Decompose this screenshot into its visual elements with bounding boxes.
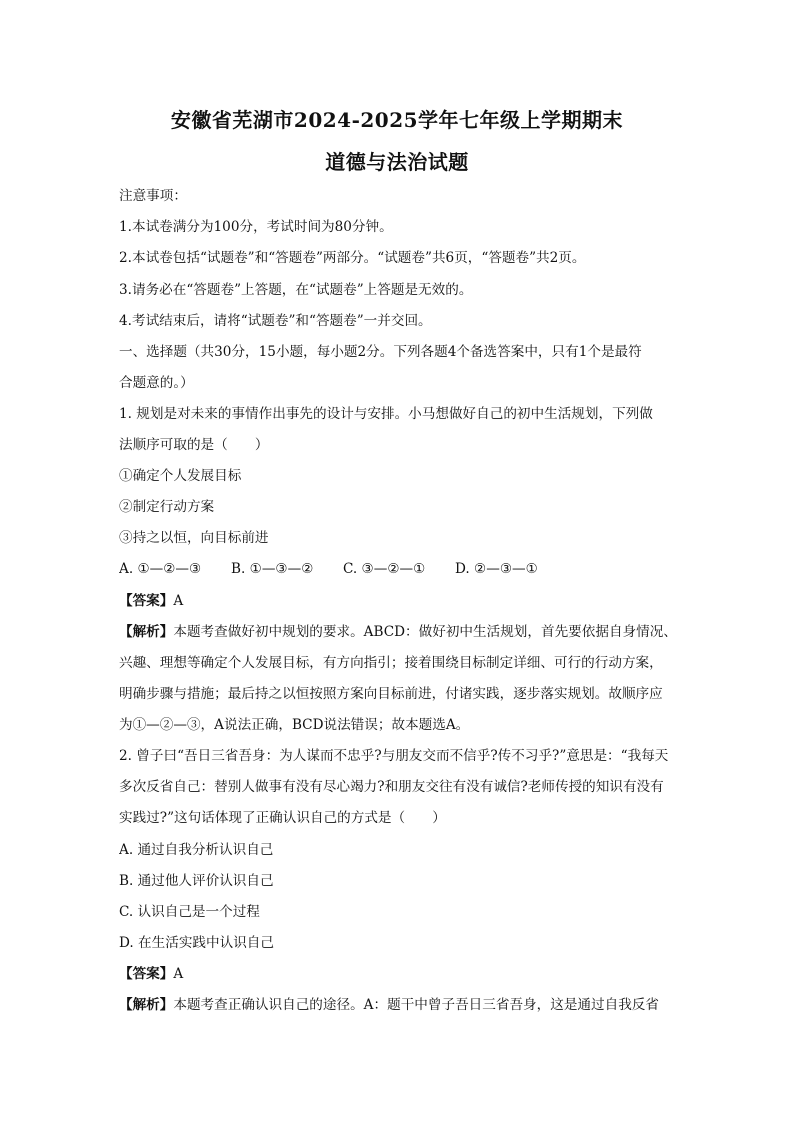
section-heading: 一、选择题（共30分，15小题，每小题2分。下列各题4个备选答案中，只有1个是最符 [119, 344, 642, 360]
notice-item: 1.本试卷满分为100分，考试时间为80分钟。 [119, 219, 393, 235]
notice-heading: 注意事项： [119, 188, 187, 204]
notice-item: 2.本试卷包括“试题卷”和“答题卷”两部分。“试题卷”共6页，“答题卷”共2页。 [119, 250, 586, 266]
question-2-answer [119, 964, 685, 984]
analysis-text: 本题考查正确认识自己的途径。A：题干中曾子吾日三省吾身，这是通过自我反省 [173, 997, 659, 1013]
answer-value: A [173, 593, 184, 609]
question-2-option-b: B. 通过他人评价认识自己 [119, 873, 274, 889]
document-subtitle: 道德与法治试题 [325, 150, 469, 174]
section-heading-cont: 合题意的。） [119, 375, 194, 391]
question-1-item: ③持之以恒，向目标前进 [119, 530, 269, 546]
notice-item: 4.考试结束后，请将“试题卷”和“答题卷”一并交回。 [119, 313, 432, 329]
analysis-label: 【解析】 [119, 997, 174, 1013]
option-c: C. ③—②—① [343, 561, 426, 577]
answer-value: A [173, 966, 184, 982]
notice-item: 3.请务必在“答题卷”上答题，在“试题卷”上答题是无效的。 [119, 282, 473, 298]
question-2-stem-cont: 实践过?”这句话体现了正确认识自己的方式是（ ） [119, 810, 446, 826]
question-2-stem: 2. 曾子曰“吾日三省吾身：为人谋而不忠乎?与朋友交而不信乎?传不习乎?”意思是：“我每天 [119, 748, 669, 764]
question-1-answer [119, 591, 685, 611]
analysis-label: 【解析】 [119, 624, 174, 640]
answer-label: 【答案】 [119, 966, 174, 982]
question-1-analysis-cont: 明确步骤与措施；最后持之以恒按照方案向目标前进，付诸实践，逐步落实规划。故顺序应 [119, 686, 663, 702]
option-b: B. ①—③—② [231, 561, 314, 577]
question-1-stem: 1. 规划是对未来的事情作出事先的设计与安排。小马想做好自己的初中生活规划，下列做 [119, 406, 653, 422]
question-2-option-d: D. 在生活实践中认识自己 [119, 935, 274, 951]
option-d: D. ②—③—① [455, 561, 538, 577]
analysis-text: 本题考查做好初中规划的要求。ABCD：做好初中生活规划，首先要依据自身情况、 [173, 624, 677, 640]
question-1-options [119, 559, 685, 579]
question-2-stem-cont: 多次反省自己：替别人做事有没有尽心竭力?和朋友交往有没有诚信?老师传授的知识有没有 [119, 779, 664, 795]
question-1-analysis-cont: 兴趣、理想等确定个人发展目标，有方向指引；接着围绕目标制定详细、可行的行动方案， [119, 655, 663, 671]
question-2-option-c: C. 认识自己是一个过程 [119, 904, 260, 920]
option-a: A. ①—②—③ [119, 561, 202, 577]
question-1-stem-cont: 法顺序可取的是（ ） [119, 437, 269, 453]
answer-label: 【答案】 [119, 593, 174, 609]
question-1-analysis-cont: 为①—②—③，A说法正确，BCD说法错误；故本题选A。 [119, 717, 470, 733]
question-2-analysis [119, 995, 685, 1015]
question-1-item: ①确定个人发展目标 [119, 468, 242, 484]
question-1-analysis [119, 622, 685, 642]
question-1-item: ②制定行动方案 [119, 499, 215, 515]
question-2-option-a: A. 通过自我分析认识自己 [119, 842, 274, 858]
document-title: 安徽省芜湖市2024-2025学年七年级上学期期末 [170, 108, 624, 132]
